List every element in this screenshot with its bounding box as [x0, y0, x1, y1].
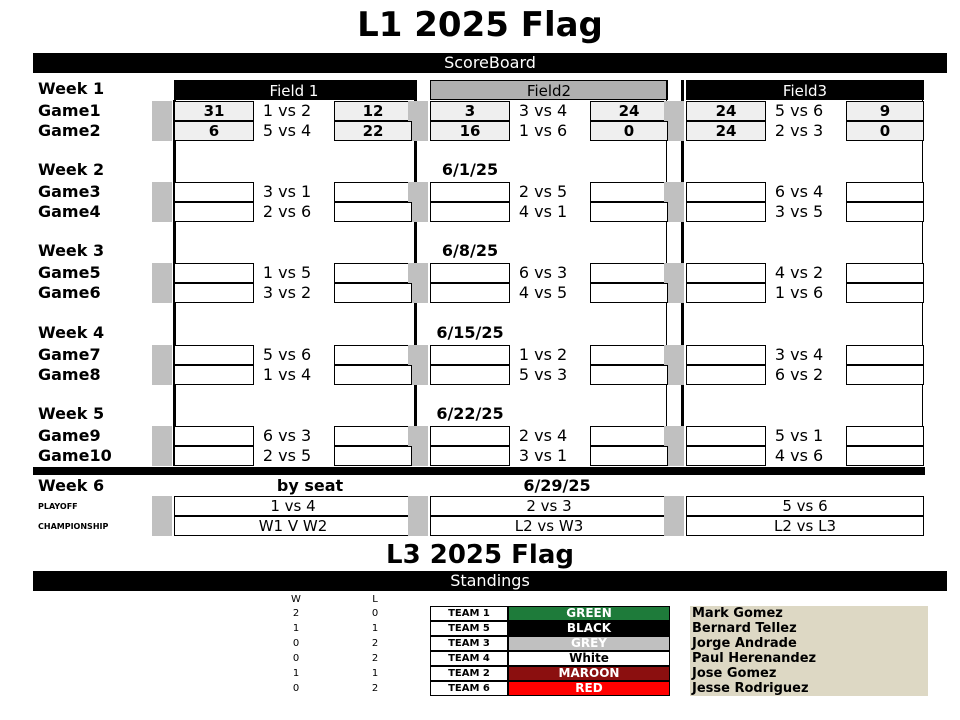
score-input-home[interactable]: 6	[174, 121, 254, 141]
score-input-home[interactable]	[430, 263, 510, 283]
standings-header: Standings	[33, 571, 947, 591]
matchup-label: 1 vs 5	[262, 263, 312, 282]
team-id: TEAM 6	[430, 681, 508, 696]
score-input-away[interactable]	[334, 283, 412, 303]
score-input-away[interactable]: 0	[846, 121, 924, 141]
game-label: Game6	[38, 283, 101, 302]
game-label: Game8	[38, 365, 101, 384]
score-input-away[interactable]	[334, 182, 412, 202]
losses-header: L	[372, 594, 378, 605]
score-input-away[interactable]	[334, 345, 412, 365]
game-label: Game2	[38, 121, 101, 140]
score-input-home[interactable]	[174, 345, 254, 365]
matchup-label: 3 vs 1	[262, 182, 312, 201]
score-input-away[interactable]: 9	[846, 101, 924, 121]
field-gutter	[152, 182, 172, 222]
matchup-label: 6 vs 3	[518, 263, 568, 282]
matchup-label: 6 vs 3	[262, 426, 312, 445]
matchup-label: 3 vs 4	[518, 101, 568, 120]
score-input-away[interactable]	[334, 446, 412, 466]
week-date: 6/1/25	[441, 160, 499, 179]
losses-value: 1	[371, 623, 379, 634]
wins-value: 1	[292, 668, 300, 679]
losses-value: 1	[371, 668, 379, 679]
team-color: GREY	[508, 636, 670, 651]
championship-matchup[interactable]: W1 V W2	[174, 516, 412, 536]
matchup-label: 6 vs 4	[774, 182, 824, 201]
matchup-label: 2 vs 4	[518, 426, 568, 445]
league-title: L3 2025 Flag	[386, 540, 574, 570]
score-input-home[interactable]	[686, 446, 766, 466]
matchup-label: 2 vs 3	[774, 121, 824, 140]
score-input-away[interactable]	[334, 365, 412, 385]
game-label: Game4	[38, 202, 101, 221]
matchup-label: 3 vs 5	[774, 202, 824, 221]
wins-value: 0	[292, 653, 300, 664]
score-input-home[interactable]: 24	[686, 121, 766, 141]
team-color: MAROON	[508, 666, 670, 681]
team-owner: Bernard Tellez	[690, 621, 928, 636]
matchup-label: 2 vs 6	[262, 202, 312, 221]
team-color: BLACK	[508, 621, 670, 636]
matchup-label: 3 vs 1	[518, 446, 568, 465]
week-date: 6/29/25	[523, 476, 591, 495]
matchup-label: 1 vs 2	[262, 101, 312, 120]
score-input-away[interactable]: 0	[590, 121, 668, 141]
score-input-home[interactable]: 16	[430, 121, 510, 141]
championship-matchup[interactable]: L2 vs L3	[686, 516, 924, 536]
matchup-label: 5 vs 1	[774, 426, 824, 445]
score-input-home[interactable]	[174, 202, 254, 222]
field-gutter	[152, 426, 172, 466]
score-input-away[interactable]	[590, 182, 668, 202]
team-color: White	[508, 651, 670, 666]
score-input-home[interactable]	[686, 426, 766, 446]
game-label: Game10	[38, 446, 112, 465]
week-label: Week 4	[38, 323, 105, 342]
score-input-away[interactable]	[846, 365, 924, 385]
matchup-label: 1 vs 2	[518, 345, 568, 364]
wins-value: 1	[292, 623, 300, 634]
game-label: Game9	[38, 426, 101, 445]
field-gutter	[408, 496, 428, 536]
score-input-away[interactable]: 22	[334, 121, 412, 141]
score-input-away[interactable]: 24	[590, 101, 668, 121]
team-id: TEAM 1	[430, 606, 508, 621]
team-owner: Jose Gomez	[690, 666, 928, 681]
score-input-away[interactable]	[590, 426, 668, 446]
score-input-away[interactable]	[590, 263, 668, 283]
field-header-3: Field3	[686, 80, 924, 100]
losses-value: 2	[371, 683, 379, 694]
losses-value: 2	[371, 653, 379, 664]
playoff-matchup[interactable]: 5 vs 6	[686, 496, 924, 516]
week-label: Week 2	[38, 160, 105, 179]
field-gutter	[152, 496, 172, 536]
wins-value: 0	[292, 683, 300, 694]
matchup-label: 5 vs 3	[518, 365, 568, 384]
week-date: 6/15/25	[436, 323, 504, 342]
week-label: Week 6	[38, 476, 105, 495]
score-input-home[interactable]	[174, 182, 254, 202]
scoreboard-header: ScoreBoard	[33, 53, 947, 73]
week-date: 6/8/25	[441, 241, 499, 260]
team-id: TEAM 2	[430, 666, 508, 681]
matchup-label: 4 vs 5	[518, 283, 568, 302]
matchup-label: 5 vs 4	[262, 121, 312, 140]
score-input-away[interactable]	[846, 283, 924, 303]
matchup-label: 1 vs 6	[774, 283, 824, 302]
score-input-home[interactable]	[686, 182, 766, 202]
score-input-away[interactable]	[590, 365, 668, 385]
page-title: L1 2025 Flag	[357, 5, 603, 45]
score-input-home[interactable]	[174, 263, 254, 283]
by-seat-label: by seat	[276, 476, 344, 495]
week6-divider	[33, 467, 925, 475]
matchup-label: 3 vs 4	[774, 345, 824, 364]
field-gutter	[152, 263, 172, 303]
week-date: 6/22/25	[436, 404, 504, 423]
game-label: Game5	[38, 263, 101, 282]
team-color: GREEN	[508, 606, 670, 621]
score-input-away[interactable]	[846, 263, 924, 283]
week-label: Week 1	[38, 79, 105, 98]
team-id: TEAM 4	[430, 651, 508, 666]
matchup-label: 1 vs 6	[518, 121, 568, 140]
score-input-away[interactable]	[846, 345, 924, 365]
score-input-away[interactable]	[846, 202, 924, 222]
score-input-home[interactable]	[430, 202, 510, 222]
championship-matchup[interactable]: L2 vs W3	[430, 516, 668, 536]
score-input-home[interactable]	[686, 365, 766, 385]
score-input-away[interactable]	[590, 283, 668, 303]
game-label: Game1	[38, 101, 101, 120]
score-input-away[interactable]	[846, 182, 924, 202]
score-input-away[interactable]	[334, 426, 412, 446]
score-input-home[interactable]	[430, 365, 510, 385]
score-input-home[interactable]	[430, 426, 510, 446]
losses-value: 0	[371, 608, 379, 619]
team-owner: Mark Gomez	[690, 606, 928, 621]
field-gutter	[152, 101, 172, 141]
score-input-home[interactable]	[686, 202, 766, 222]
matchup-label: 1 vs 4	[262, 365, 312, 384]
playoff-matchup[interactable]: 1 vs 4	[174, 496, 412, 516]
team-id: TEAM 5	[430, 621, 508, 636]
score-input-away[interactable]: 12	[334, 101, 412, 121]
score-input-away[interactable]	[590, 345, 668, 365]
score-input-home[interactable]	[430, 283, 510, 303]
wins-value: 2	[292, 608, 300, 619]
week-label: Week 5	[38, 404, 105, 423]
score-input-home[interactable]: 3	[430, 101, 510, 121]
matchup-label: 4 vs 2	[774, 263, 824, 282]
matchup-label: 3 vs 2	[262, 283, 312, 302]
score-input-home[interactable]	[686, 263, 766, 283]
field-header-1: Field 1	[174, 80, 414, 100]
losses-value: 2	[371, 638, 379, 649]
playoff-label: PLAYOFF	[38, 502, 78, 511]
matchup-label: 5 vs 6	[262, 345, 312, 364]
week-label: Week 3	[38, 241, 105, 260]
playoff-matchup[interactable]: 2 vs 3	[430, 496, 668, 516]
game-label: Game3	[38, 182, 101, 201]
score-input-home[interactable]: 24	[686, 101, 766, 121]
team-owner: Paul Herenandez	[690, 651, 928, 666]
team-color: RED	[508, 681, 670, 696]
matchup-label: 4 vs 1	[518, 202, 568, 221]
score-input-home[interactable]	[430, 345, 510, 365]
championship-label: CHAMPIONSHIP	[38, 522, 109, 531]
team-owner: Jesse Rodriguez	[690, 681, 928, 696]
matchup-label: 6 vs 2	[774, 365, 824, 384]
field-gutter	[664, 496, 684, 536]
matchup-label: 2 vs 5	[262, 446, 312, 465]
score-input-away[interactable]	[846, 426, 924, 446]
matchup-label: 4 vs 6	[774, 446, 824, 465]
matchup-label: 5 vs 6	[774, 101, 824, 120]
score-input-home[interactable]	[686, 283, 766, 303]
score-input-away[interactable]	[590, 202, 668, 222]
score-input-home[interactable]	[174, 365, 254, 385]
score-input-home[interactable]	[174, 283, 254, 303]
score-input-home[interactable]	[430, 446, 510, 466]
score-input-away[interactable]	[334, 263, 412, 283]
team-owner: Jorge Andrade	[690, 636, 928, 651]
wins-header: W	[291, 594, 301, 605]
field-gutter	[152, 345, 172, 385]
score-input-away[interactable]	[334, 202, 412, 222]
wins-value: 0	[292, 638, 300, 649]
score-input-away[interactable]	[846, 446, 924, 466]
field-header-2: Field2	[430, 80, 668, 100]
team-id: TEAM 3	[430, 636, 508, 651]
score-input-home[interactable]: 31	[174, 101, 254, 121]
game-label: Game7	[38, 345, 101, 364]
score-input-away[interactable]	[590, 446, 668, 466]
matchup-label: 2 vs 5	[518, 182, 568, 201]
score-input-home[interactable]	[686, 345, 766, 365]
score-input-home[interactable]	[174, 426, 254, 446]
score-input-home[interactable]	[174, 446, 254, 466]
score-input-home[interactable]	[430, 182, 510, 202]
